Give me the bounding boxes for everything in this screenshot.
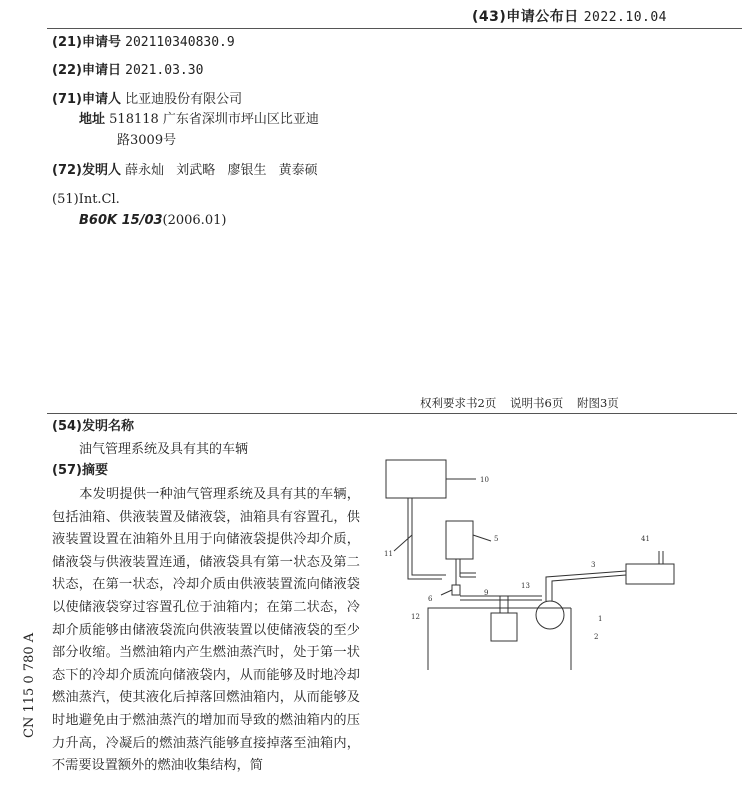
drawing-pages: 附图3页 — [576, 396, 619, 410]
application-number-label: (21)申请号 — [52, 35, 121, 50]
address-label: 地址 — [79, 112, 106, 127]
section-divider — [47, 413, 737, 414]
page-counts — [420, 395, 629, 411]
abstract-heading: (57)摘要 — [52, 463, 108, 478]
component-10-box — [386, 460, 446, 498]
ipc-label: (51)Int.Cl. — [52, 192, 120, 207]
figure-label: 6 — [428, 595, 433, 603]
filing-date-value: 2021.03.30 — [125, 63, 204, 78]
component-5-box — [446, 521, 473, 559]
component-13-box — [491, 613, 517, 641]
abstract-figure — [376, 455, 706, 670]
applicant-label: (71)申请人 — [52, 92, 121, 107]
inventor-name: 薛永灿 — [125, 163, 165, 178]
publication-date — [472, 6, 667, 26]
figure-label: 5 — [494, 535, 499, 543]
application-number-value: 202110340830.9 — [125, 35, 235, 50]
component-41-box — [626, 564, 674, 584]
ipc-version: (2006.01) — [162, 213, 227, 228]
figure-label: 11 — [384, 550, 393, 558]
ipc-code: B60K 15/03 — [79, 213, 163, 228]
inventor-name: 廖银生 — [227, 163, 267, 178]
applicant — [52, 90, 242, 109]
figure-label: 1 — [598, 615, 603, 623]
claims-pages: 权利要求书2页 — [420, 396, 497, 410]
figure-label: 12 — [411, 613, 420, 621]
description-pages: 说明书6页 — [509, 396, 564, 410]
figure-label: 10 — [480, 476, 489, 484]
invention-title: 油气管理系统及具有其的车辆 — [79, 442, 249, 457]
address-line1: 518118 广东省深圳市坪山区比亚迪 — [109, 112, 319, 127]
header-divider — [47, 28, 742, 29]
abstract-text — [52, 484, 360, 778]
publication-date-value: 2022.10.04 — [583, 10, 668, 25]
address-line2: 路3009号 — [117, 133, 177, 148]
inventors-label: (72)发明人 — [52, 163, 121, 178]
figure-label: 41 — [641, 535, 650, 543]
publication-date-label: (43)申请公布日 — [472, 9, 579, 25]
figure-label: 3 — [591, 561, 596, 569]
component-1-circle — [536, 601, 564, 629]
figure-label: 2 — [594, 633, 599, 641]
component-12-box — [452, 585, 460, 595]
filing-date — [52, 61, 203, 80]
application-number — [52, 33, 235, 52]
address — [79, 110, 319, 129]
figure-label: 9 — [484, 589, 489, 597]
abstract-body: 本发明提供一种油气管理系统及具有其的车辆，包括油箱、供液装置及储液袋，油箱具有容置孔，供液装置设置在油箱外且用于向储液袋提供冷却介质，储液袋与供液装置连通，储液袋具有第一状态及第二状态，在第一状态，冷却介质由供液装置流向储液袋以使储液袋穿过容置孔位于油箱内；在第二状态，冷却介质能够由储液袋流向供液装置以使储液袋的至少部分收缩。当燃油箱内产生燃油蒸汽时，处于第一状态下的冷却介质流向储液袋内，从而能够及时地冷却燃油蒸汽，使其液化后掉落回燃油箱内，从而能够及时地避免由于燃油蒸汽的增加而导致的燃油箱内的压力升高，冷凝后的燃油蒸汽能够直接掉落至油箱内，不需要设置额外的燃油收集结构，简 — [52, 487, 360, 774]
abstract-label — [52, 461, 108, 480]
inventors — [52, 161, 318, 180]
inventor-name: 黄泰硕 — [278, 163, 318, 178]
invention-title-label — [52, 417, 134, 436]
invention-title-heading: (54)发明名称 — [52, 419, 134, 434]
inventor-name: 刘武略 — [176, 163, 216, 178]
applicant-value: 比亚迪股份有限公司 — [125, 92, 243, 107]
filing-date-label: (22)申请日 — [52, 63, 121, 78]
ipc-classification — [79, 211, 226, 230]
figure-label: 13 — [521, 582, 530, 590]
publication-number-side: CN 115 0 780 A — [22, 632, 37, 738]
